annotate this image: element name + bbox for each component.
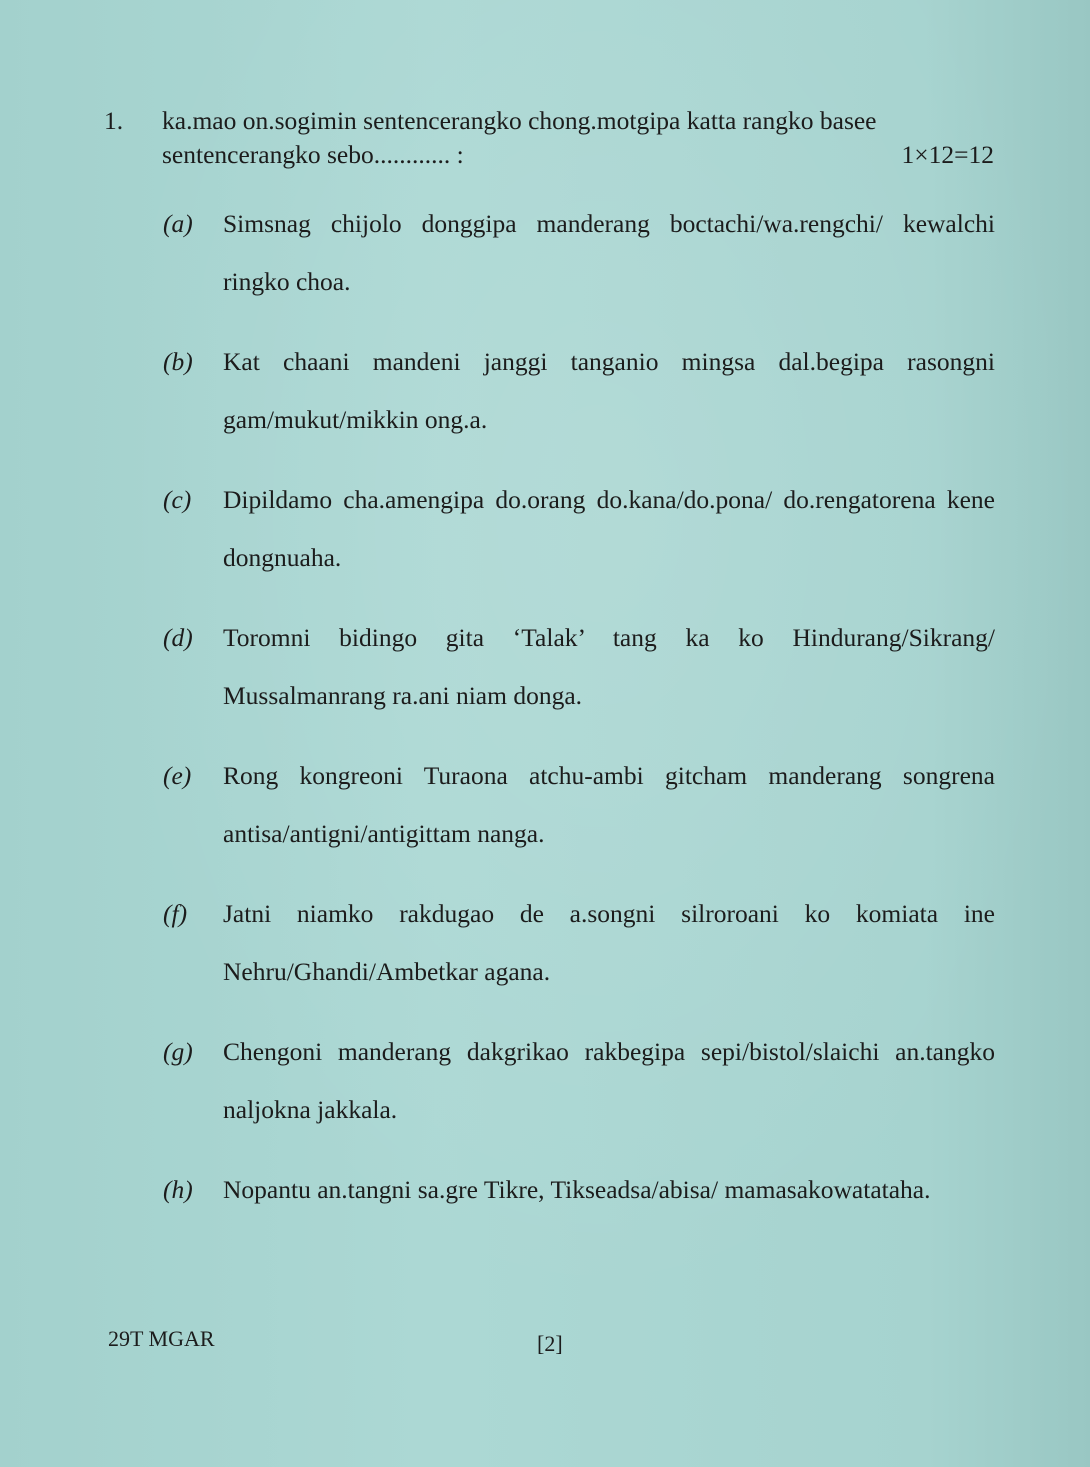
sub-question-label: (g) [163, 1037, 193, 1066]
question-number: 1. [104, 106, 124, 135]
sub-question-label: (f) [163, 899, 188, 928]
sub-question-label: (d) [163, 623, 193, 652]
sub-question-text: Chengoni manderang dakgrikao rakbegipa sepi/bistol/slaichi an.tangko naljokna jakkala. [223, 1037, 995, 1124]
marks-label: 1×12=12 [901, 140, 994, 169]
sub-question-text: Dipildamo cha.amengipa do.orang do.kana/do.pona/ do.rengatorena kene dongnuaha. [223, 485, 995, 572]
sub-question-label: (b) [163, 347, 193, 376]
sub-question-a [163, 203, 995, 341]
page-number: [2] [537, 1331, 563, 1356]
instruction-line-2 [162, 138, 994, 172]
sub-question-h [163, 1169, 995, 1307]
sub-question-g [163, 1031, 995, 1169]
sub-question-text: Rong kongreoni Turaona atchu-ambi gitcham manderang songrena antisa/antigni/antigittam nanga. [223, 761, 995, 848]
sub-question-text: Nopantu an.tangni sa.gre Tikre, Tikseadsa/abisa/ mamasakowatataha. [223, 1175, 931, 1204]
sub-question-e [163, 755, 995, 893]
sub-question-text: Toromni bidingo gita ‘Talak’ tang ka ko Hindurang/Sikrang/ Mussalmanrang ra.ani niam donga. [223, 623, 995, 710]
sub-question-label: (h) [163, 1175, 193, 1204]
sub-question-label: (c) [163, 485, 192, 514]
paper-code: 29T MGAR [108, 1326, 215, 1351]
instruction-line-1: ka.mao on.sogimin sentencerangko chong.motgipa katta rangko basee [162, 106, 877, 135]
instruction-line-2-text: sentencerangko sebo............ : [162, 140, 464, 169]
sub-question-c [163, 479, 995, 617]
sub-question-text: Simsnag chijolo donggipa manderang boctachi/wa.rengchi/ kewalchi ringko choa. [223, 209, 995, 296]
sub-question-list [163, 203, 995, 1307]
sub-question-label: (a) [163, 209, 193, 238]
sub-question-text: Kat chaani mandeni janggi tanganio mingsa dal.begipa rasongni gam/mukut/mikkin ong.a. [223, 347, 995, 434]
sub-question-label: (e) [163, 761, 192, 790]
sub-question-b [163, 341, 995, 479]
question-instruction [162, 104, 994, 172]
sub-question-d [163, 617, 995, 755]
sub-question-f [163, 893, 995, 1031]
sub-question-text: Jatni niamko rakdugao de a.songni silroroani ko komiata ine Nehru/Ghandi/Ambetkar agana. [223, 899, 995, 986]
